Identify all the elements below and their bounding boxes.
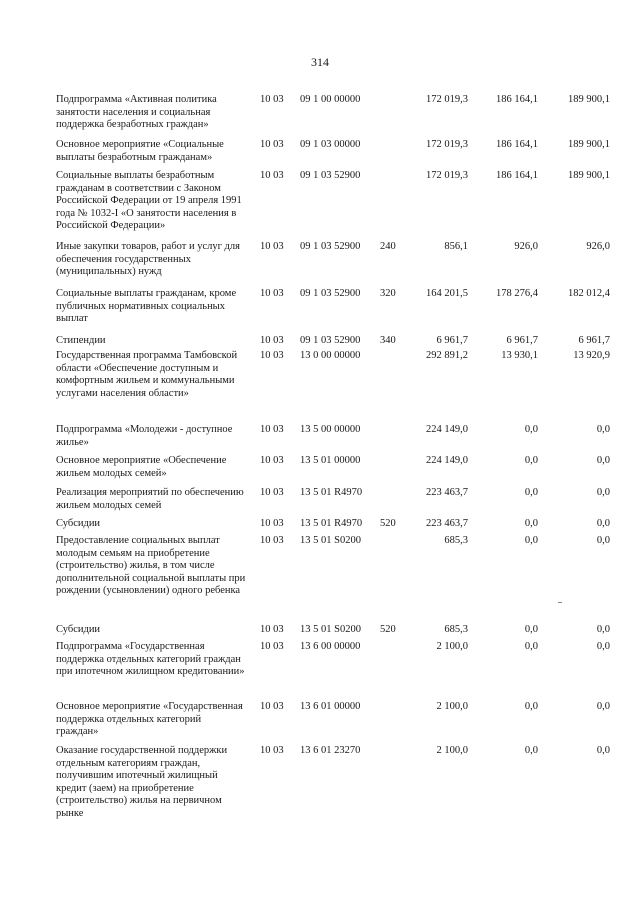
row-value-1: 685,3 [444, 535, 468, 546]
row-description: Основное мероприятие «Обеспечение жильем молодых семей» [56, 455, 227, 479]
row-value-1: 685,3 [444, 624, 468, 635]
row-description: Предоставление социальных выплат молодым семьям на приобретение (строительство) жилья, в том числе дополнительной социальной выплаты при рождении (усыновлении) одного ребенка [56, 535, 246, 596]
row-value-2: 926,0 [514, 241, 538, 252]
row-description: Социальные выплаты безработным гражданам в соответствии с Законом Российской Федерации от 19 апреля 1991 года № 1032-I «О занятости населения в Российской Федерации» [56, 170, 242, 231]
row-value-2: 186 164,1 [496, 139, 538, 150]
row-value-1: 2 100,0 [436, 701, 468, 712]
row-value-3: 0,0 [596, 641, 610, 652]
row-value-2: 0,0 [524, 424, 538, 435]
row-value-1: 6 961,7 [436, 335, 468, 346]
row-value-2: 186 164,1 [496, 170, 538, 181]
row-section: 10 03 [260, 624, 284, 635]
row-target-article: 13 5 00 00000 [300, 424, 361, 435]
row-value-1: 172 019,3 [426, 139, 468, 150]
row-target-article: 13 0 00 00000 [300, 350, 361, 361]
row-target-article: 09 1 03 52900 [300, 170, 361, 181]
row-value-2: 0,0 [524, 487, 538, 498]
row-target-article: 09 1 03 00000 [300, 139, 361, 150]
row-section: 10 03 [260, 535, 284, 546]
row-value-3: 0,0 [596, 455, 610, 466]
row-expense-type: 320 [380, 288, 396, 299]
row-value-2: 0,0 [524, 518, 538, 529]
row-section: 10 03 [260, 424, 284, 435]
row-section: 10 03 [260, 335, 284, 346]
row-section: 10 03 [260, 170, 284, 181]
row-section: 10 03 [260, 518, 284, 529]
row-value-3: 0,0 [596, 518, 610, 529]
row-value-1: 856,1 [444, 241, 468, 252]
row-description: Подпрограмма «Молодежи - доступное жилье» [56, 424, 233, 448]
row-description: Подпрограмма «Активная политика занятости населения и социальная поддержка безработных граждан» [56, 94, 217, 130]
row-section: 10 03 [260, 94, 284, 105]
row-value-3: 0,0 [596, 624, 610, 635]
row-section: 10 03 [260, 350, 284, 361]
row-description: Социальные выплаты гражданам, кроме публичных нормативных социальных выплат [56, 288, 237, 324]
row-section: 10 03 [260, 455, 284, 466]
row-target-article: 13 5 01 R4970 [300, 518, 363, 529]
row-target-article: 13 6 01 00000 [300, 701, 361, 712]
row-value-3: 182 012,4 [568, 288, 610, 299]
row-value-1: 172 019,3 [426, 94, 468, 105]
row-value-3: 189 900,1 [568, 94, 610, 105]
row-section: 10 03 [260, 641, 284, 652]
row-description: Подпрограмма «Государственная поддержка отдельных категорий граждан при ипотечном жилищном кредитовании» [56, 641, 245, 677]
page-number: 314 [311, 55, 329, 69]
row-target-article: 13 6 00 00000 [300, 641, 361, 652]
row-value-1: 224 149,0 [426, 455, 468, 466]
row-description: Реализация мероприятий по обеспечению жильем молодых семей [56, 487, 244, 511]
row-target-article: 09 1 03 52900 [300, 241, 361, 252]
row-value-2: 0,0 [524, 701, 538, 712]
row-value-3: 0,0 [596, 701, 610, 712]
row-target-article: 09 1 00 00000 [300, 94, 361, 105]
row-section: 10 03 [260, 745, 284, 756]
row-expense-type: 520 [380, 518, 396, 529]
row-value-1: 2 100,0 [436, 641, 468, 652]
row-value-1: 224 149,0 [426, 424, 468, 435]
row-target-article: 13 5 01 S0200 [300, 624, 361, 635]
row-value-3: 189 900,1 [568, 170, 610, 181]
row-section: 10 03 [260, 139, 284, 150]
row-section: 10 03 [260, 487, 284, 498]
row-description: Стипендии [56, 335, 106, 346]
row-expense-type: 520 [380, 624, 396, 635]
row-value-1: 2 100,0 [436, 745, 468, 756]
row-value-1: 164 201,5 [426, 288, 468, 299]
row-value-1: 172 019,3 [426, 170, 468, 181]
row-description: Субсидии [56, 624, 101, 635]
row-section: 10 03 [260, 241, 284, 252]
row-target-article: 09 1 03 52900 [300, 335, 361, 346]
row-description: Оказание государственной поддержки отдельным категориям граждан, получившим ипотечный жилищный кредит (заем) на приобретение (строительство) жилья на первичном рынке [56, 745, 228, 819]
row-description: Основное мероприятие «Социальные выплаты безработным гражданам» [56, 139, 224, 163]
row-value-2: 0,0 [524, 535, 538, 546]
row-target-article: 13 5 01 S0200 [300, 535, 361, 546]
row-value-3: 0,0 [596, 535, 610, 546]
row-value-3: 6 961,7 [578, 335, 610, 346]
scan-mark [558, 602, 562, 603]
row-value-2: 13 930,1 [501, 350, 538, 361]
row-value-1: 292 891,2 [426, 350, 468, 361]
row-value-3: 189 900,1 [568, 139, 610, 150]
row-value-2: 178 276,4 [496, 288, 538, 299]
row-value-3: 0,0 [596, 424, 610, 435]
row-value-1: 223 463,7 [426, 518, 468, 529]
row-value-3: 0,0 [596, 745, 610, 756]
row-value-3: 926,0 [586, 241, 610, 252]
row-description: Основное мероприятие «Государственная поддержка отдельных категорий граждан» [56, 701, 243, 737]
row-section: 10 03 [260, 701, 284, 712]
row-value-1: 223 463,7 [426, 487, 468, 498]
row-expense-type: 340 [380, 335, 396, 346]
row-value-2: 0,0 [524, 455, 538, 466]
row-value-2: 0,0 [524, 745, 538, 756]
row-target-article: 13 5 01 R4970 [300, 487, 363, 498]
row-value-2: 0,0 [524, 641, 538, 652]
row-target-article: 09 1 03 52900 [300, 288, 361, 299]
row-description: Иные закупки товаров, работ и услуг для обеспечения государственных (муниципальных) нужд [56, 241, 240, 277]
row-value-2: 6 961,7 [506, 335, 538, 346]
row-target-article: 13 6 01 23270 [300, 745, 361, 756]
row-value-2: 0,0 [524, 624, 538, 635]
row-target-article: 13 5 01 00000 [300, 455, 361, 466]
row-section: 10 03 [260, 288, 284, 299]
row-expense-type: 240 [380, 241, 396, 252]
row-description: Государственная программа Тамбовской области «Обеспечение доступным и комфортным жильем и коммунальными услугами населения области» [56, 350, 238, 399]
row-description: Субсидии [56, 518, 101, 529]
row-value-2: 186 164,1 [496, 94, 538, 105]
row-value-3: 0,0 [596, 487, 610, 498]
row-value-3: 13 920,9 [573, 350, 610, 361]
